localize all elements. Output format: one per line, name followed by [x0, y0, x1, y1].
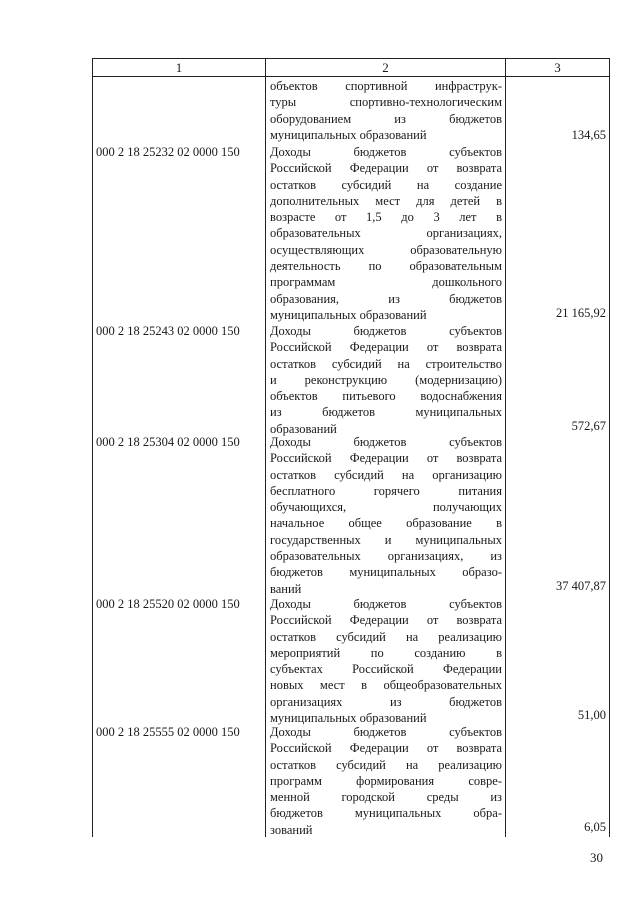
- desc-line: обучающихся, получающих: [270, 500, 502, 515]
- desc-line: мероприятий по созданию в: [270, 645, 502, 660]
- intro-description: [270, 78, 502, 143]
- desc-line: и реконструкцию (модернизацию): [270, 372, 502, 387]
- desc-line: бюджетов муниципальных образо-: [270, 565, 502, 580]
- row-code: 000 2 18 25304 02 0000 150: [96, 435, 240, 449]
- row-description: [270, 434, 502, 597]
- table-top-border: [92, 58, 610, 59]
- row-description: [270, 724, 502, 838]
- desc-line: Российской Федерации от возврата: [270, 613, 502, 628]
- row-amount: 572,67: [571, 419, 606, 433]
- desc-line: остатков субсидий на строительство: [270, 356, 502, 371]
- row-description: [270, 144, 502, 323]
- desc-line: Доходы бюджетов субъектов: [270, 145, 502, 159]
- header-col-1: 1: [175, 60, 183, 75]
- row-amount: 37 407,87: [556, 579, 606, 593]
- desc-line: государственных и муниципальных: [270, 532, 502, 547]
- row-description: [270, 323, 502, 437]
- desc-line: Российской Федерации от возврата: [270, 340, 502, 355]
- intro-amount: 134,65: [571, 128, 606, 142]
- desc-line: зований: [270, 822, 313, 837]
- desc-line: дополнительных мест для детей в: [270, 193, 502, 208]
- row-code: 000 2 18 25520 02 0000 150: [96, 597, 240, 611]
- row-amount: 6,05: [584, 820, 606, 834]
- desc-line: осуществляющих образовательную: [270, 242, 502, 257]
- desc-line: ваний: [270, 581, 302, 596]
- desc-line: программам дошкольного: [270, 275, 502, 290]
- table-left-border: [92, 58, 93, 837]
- desc-line: муниципальных образований: [270, 127, 427, 142]
- table-right-border: [609, 58, 610, 837]
- desc-line: бесплатного горячего питания: [270, 483, 502, 498]
- desc-line: субъектах Российской Федерации: [270, 662, 502, 677]
- desc-line: оборудованием из бюджетов: [270, 111, 502, 126]
- desc-line: образований: [270, 421, 337, 436]
- desc-line: новых мест в общеобразовательных: [270, 678, 502, 693]
- row-description: [270, 596, 502, 726]
- header-col-2: 2: [382, 60, 389, 75]
- desc-line: Российской Федерации от возврата: [270, 451, 502, 466]
- row-code: 000 2 18 25243 02 0000 150: [96, 324, 240, 338]
- header-col-3: 3: [554, 60, 561, 75]
- row-amount: 21 165,92: [556, 306, 606, 320]
- page-number: 30: [590, 850, 603, 865]
- desc-line: деятельность по образовательным: [270, 259, 502, 274]
- desc-line: возрасте от 1,5 до 3 лет в: [270, 210, 502, 225]
- desc-line: Российской Федерации от возврата: [270, 161, 502, 176]
- desc-line: остатков субсидий на организацию: [270, 467, 502, 482]
- desc-line: Доходы бюджетов субъектов: [270, 324, 502, 338]
- desc-line: объектов спортивной инфраструк-: [270, 79, 502, 93]
- desc-line: образовательных организациях,: [270, 226, 502, 241]
- row-code: 000 2 18 25555 02 0000 150: [96, 725, 240, 739]
- desc-line: остатков субсидий на создание: [270, 177, 502, 192]
- desc-line: объектов питьевого водоснабжения: [270, 389, 502, 404]
- row-code: 000 2 18 25232 02 0000 150: [96, 145, 240, 159]
- header-bottom-border: [92, 76, 610, 77]
- desc-line: муниципальных образований: [270, 307, 427, 322]
- desc-line: образования, из бюджетов: [270, 291, 502, 306]
- row-amount: 51,00: [577, 708, 606, 722]
- desc-line: Доходы бюджетов субъектов: [270, 435, 502, 449]
- desc-line: программ формирования совре-: [270, 773, 502, 788]
- desc-line: из бюджетов муниципальных: [270, 405, 502, 420]
- desc-line: остатков субсидий на реализацию: [270, 757, 502, 772]
- desc-line: Доходы бюджетов субъектов: [270, 597, 502, 611]
- desc-line: образовательных организациях, из: [270, 549, 502, 564]
- desc-line: Доходы бюджетов субъектов: [270, 725, 502, 739]
- desc-line: муниципальных образований: [270, 711, 427, 726]
- desc-line: менной городской среды из: [270, 790, 502, 805]
- desc-line: остатков субсидий на реализацию: [270, 629, 502, 644]
- desc-line: туры спортивно-технологическим: [270, 95, 502, 110]
- desc-line: организациях из бюджетов: [270, 694, 502, 709]
- desc-line: бюджетов муниципальных обра-: [270, 806, 502, 821]
- desc-line: начальное общее образование в: [270, 516, 502, 531]
- desc-line: Российской Федерации от возврата: [270, 741, 502, 756]
